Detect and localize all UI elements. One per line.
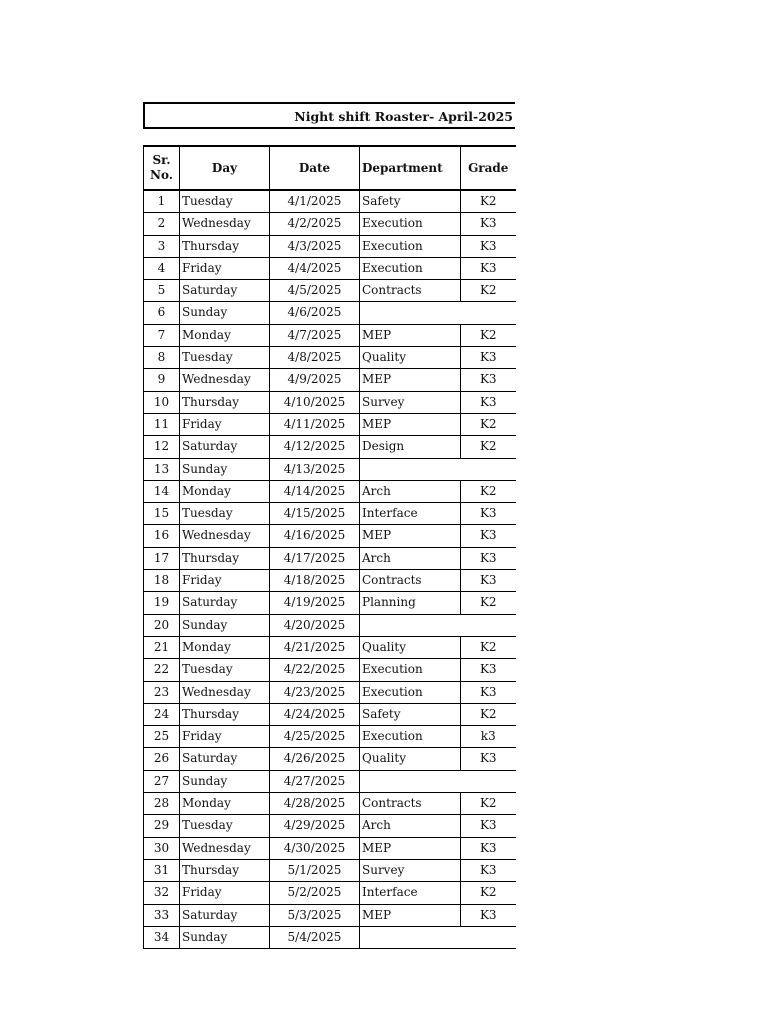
table-row: [144, 302, 516, 324]
grade-cell: K3: [461, 837, 516, 859]
grade-cell: k3: [461, 726, 516, 748]
table-row: [144, 190, 516, 213]
date-cell: 4/29/2025: [270, 815, 360, 837]
department-cell: Quality: [360, 636, 461, 658]
day-cell: Saturday: [180, 436, 270, 458]
date-cell: 5/2/2025: [270, 882, 360, 904]
table-row: [144, 235, 516, 257]
department-cell: Arch: [360, 480, 461, 502]
day-cell: Tuesday: [180, 347, 270, 369]
table-row: [144, 280, 516, 302]
day-cell: Sunday: [180, 926, 270, 948]
table-row: [144, 324, 516, 346]
department-cell: Execution: [360, 726, 461, 748]
table-row: [144, 926, 516, 948]
sr-cell: 13: [144, 458, 180, 480]
day-cell: Saturday: [180, 748, 270, 770]
department-cell: Execution: [360, 681, 461, 703]
sr-cell: 1: [144, 190, 180, 213]
sr-cell: 9: [144, 369, 180, 391]
header-grade: Grade: [461, 146, 516, 190]
header-sr-no: Sr. No.: [144, 146, 180, 190]
grade-cell: K2: [461, 882, 516, 904]
sr-cell: 25: [144, 726, 180, 748]
table-row: [144, 525, 516, 547]
sr-cell: 16: [144, 525, 180, 547]
sr-cell: 11: [144, 413, 180, 435]
day-cell: Monday: [180, 636, 270, 658]
day-cell: Saturday: [180, 904, 270, 926]
table-row: [144, 659, 516, 681]
department-cell: Execution: [360, 213, 461, 235]
grade-cell: K2: [461, 413, 516, 435]
day-cell: Monday: [180, 480, 270, 502]
department-cell: Quality: [360, 347, 461, 369]
grade-cell: K3: [461, 213, 516, 235]
table-row: [144, 436, 516, 458]
department-cell: Interface: [360, 882, 461, 904]
grade-cell: K2: [461, 636, 516, 658]
date-cell: 4/14/2025: [270, 480, 360, 502]
sr-cell: 32: [144, 882, 180, 904]
department-cell: Survey: [360, 859, 461, 881]
roster-table: [143, 145, 516, 949]
sr-cell: 3: [144, 235, 180, 257]
header-row: [144, 146, 516, 190]
grade-cell: K3: [461, 904, 516, 926]
department-cell: Safety: [360, 190, 461, 213]
table-row: [144, 904, 516, 926]
department-cell: Survey: [360, 391, 461, 413]
sr-cell: 30: [144, 837, 180, 859]
date-cell: 4/20/2025: [270, 614, 360, 636]
date-cell: 4/7/2025: [270, 324, 360, 346]
header-department: Department: [360, 146, 461, 190]
header-day: Day: [180, 146, 270, 190]
day-cell: Monday: [180, 793, 270, 815]
table-row: [144, 815, 516, 837]
grade-cell: K3: [461, 257, 516, 279]
table-row: [144, 703, 516, 725]
sr-cell: 26: [144, 748, 180, 770]
table-row: [144, 592, 516, 614]
grade-cell: K3: [461, 815, 516, 837]
grade-cell: K3: [461, 547, 516, 569]
department-cell: MEP: [360, 413, 461, 435]
table-row: [144, 458, 516, 480]
department-cell: MEP: [360, 324, 461, 346]
day-cell: Friday: [180, 413, 270, 435]
grade-cell: K2: [461, 436, 516, 458]
day-cell: Saturday: [180, 280, 270, 302]
date-cell: 4/21/2025: [270, 636, 360, 658]
grade-cell: K2: [461, 190, 516, 213]
date-cell: 4/22/2025: [270, 659, 360, 681]
date-cell: 4/25/2025: [270, 726, 360, 748]
date-cell: 4/10/2025: [270, 391, 360, 413]
sr-cell: 21: [144, 636, 180, 658]
day-cell: Wednesday: [180, 681, 270, 703]
grade-cell: K3: [461, 503, 516, 525]
table-row: [144, 837, 516, 859]
day-cell: Friday: [180, 570, 270, 592]
sr-cell: 28: [144, 793, 180, 815]
grade-cell: [461, 926, 516, 948]
table-row: [144, 614, 516, 636]
grade-cell: K3: [461, 859, 516, 881]
day-cell: Thursday: [180, 859, 270, 881]
header-date: Date: [270, 146, 360, 190]
grade-cell: K3: [461, 347, 516, 369]
sr-cell: 8: [144, 347, 180, 369]
sr-cell: 7: [144, 324, 180, 346]
grade-cell: K2: [461, 324, 516, 346]
department-cell: [360, 302, 461, 324]
sr-cell: 27: [144, 770, 180, 792]
grade-cell: K3: [461, 369, 516, 391]
date-cell: 4/9/2025: [270, 369, 360, 391]
table-row: [144, 882, 516, 904]
sr-cell: 6: [144, 302, 180, 324]
date-cell: 4/13/2025: [270, 458, 360, 480]
roster-body: [144, 190, 516, 949]
date-cell: 4/6/2025: [270, 302, 360, 324]
grade-cell: K3: [461, 235, 516, 257]
date-cell: 4/1/2025: [270, 190, 360, 213]
department-cell: MEP: [360, 525, 461, 547]
day-cell: Sunday: [180, 302, 270, 324]
sr-cell: 34: [144, 926, 180, 948]
day-cell: Sunday: [180, 458, 270, 480]
department-cell: MEP: [360, 837, 461, 859]
table-row: [144, 570, 516, 592]
department-cell: Quality: [360, 748, 461, 770]
grade-cell: K2: [461, 793, 516, 815]
department-cell: Interface: [360, 503, 461, 525]
sr-cell: 2: [144, 213, 180, 235]
sr-cell: 14: [144, 480, 180, 502]
date-cell: 4/2/2025: [270, 213, 360, 235]
day-cell: Saturday: [180, 592, 270, 614]
department-cell: Execution: [360, 235, 461, 257]
table-row: [144, 859, 516, 881]
sr-cell: 4: [144, 257, 180, 279]
day-cell: Friday: [180, 882, 270, 904]
table-row: [144, 391, 516, 413]
date-cell: 5/4/2025: [270, 926, 360, 948]
department-cell: Execution: [360, 257, 461, 279]
day-cell: Thursday: [180, 391, 270, 413]
day-cell: Monday: [180, 324, 270, 346]
date-cell: 4/23/2025: [270, 681, 360, 703]
sr-cell: 10: [144, 391, 180, 413]
date-cell: 4/28/2025: [270, 793, 360, 815]
day-cell: Tuesday: [180, 659, 270, 681]
department-cell: Design: [360, 436, 461, 458]
day-cell: Friday: [180, 726, 270, 748]
department-cell: [360, 614, 461, 636]
sr-cell: 23: [144, 681, 180, 703]
table-row: [144, 681, 516, 703]
date-cell: 4/5/2025: [270, 280, 360, 302]
table-row: [144, 480, 516, 502]
sr-cell: 15: [144, 503, 180, 525]
sr-cell: 12: [144, 436, 180, 458]
table-row: [144, 413, 516, 435]
table-row: [144, 347, 516, 369]
sr-cell: 29: [144, 815, 180, 837]
day-cell: Sunday: [180, 770, 270, 792]
roster-title: Night shift Roaster- April-2025: [294, 109, 513, 124]
department-cell: Contracts: [360, 793, 461, 815]
grade-cell: K3: [461, 391, 516, 413]
table-row: [144, 257, 516, 279]
day-cell: Thursday: [180, 703, 270, 725]
grade-cell: K2: [461, 280, 516, 302]
sr-cell: 18: [144, 570, 180, 592]
day-cell: Wednesday: [180, 369, 270, 391]
day-cell: Tuesday: [180, 503, 270, 525]
grade-cell: K3: [461, 570, 516, 592]
day-cell: Wednesday: [180, 525, 270, 547]
roster-title-box: [143, 102, 515, 129]
date-cell: 4/19/2025: [270, 592, 360, 614]
table-row: [144, 369, 516, 391]
table-row: [144, 748, 516, 770]
day-cell: Tuesday: [180, 815, 270, 837]
grade-cell: [461, 614, 516, 636]
department-cell: Arch: [360, 815, 461, 837]
department-cell: Contracts: [360, 570, 461, 592]
table-row: [144, 636, 516, 658]
sr-cell: 24: [144, 703, 180, 725]
table-row: [144, 503, 516, 525]
department-cell: [360, 926, 461, 948]
table-row: [144, 213, 516, 235]
table-row: [144, 770, 516, 792]
date-cell: 4/15/2025: [270, 503, 360, 525]
department-cell: Contracts: [360, 280, 461, 302]
department-cell: Arch: [360, 547, 461, 569]
date-cell: 4/17/2025: [270, 547, 360, 569]
date-cell: 4/18/2025: [270, 570, 360, 592]
day-cell: Friday: [180, 257, 270, 279]
day-cell: Thursday: [180, 235, 270, 257]
grade-cell: K3: [461, 681, 516, 703]
date-cell: 4/3/2025: [270, 235, 360, 257]
sr-cell: 20: [144, 614, 180, 636]
day-cell: Sunday: [180, 614, 270, 636]
department-cell: MEP: [360, 904, 461, 926]
grade-cell: K2: [461, 592, 516, 614]
sr-cell: 19: [144, 592, 180, 614]
sr-cell: 5: [144, 280, 180, 302]
date-cell: 4/27/2025: [270, 770, 360, 792]
department-cell: Execution: [360, 659, 461, 681]
table-row: [144, 793, 516, 815]
date-cell: 4/11/2025: [270, 413, 360, 435]
department-cell: Planning: [360, 592, 461, 614]
table-row: [144, 547, 516, 569]
department-cell: [360, 458, 461, 480]
sr-cell: 22: [144, 659, 180, 681]
date-cell: 4/12/2025: [270, 436, 360, 458]
date-cell: 4/8/2025: [270, 347, 360, 369]
day-cell: Wednesday: [180, 837, 270, 859]
grade-cell: [461, 458, 516, 480]
department-cell: [360, 770, 461, 792]
grade-cell: K2: [461, 480, 516, 502]
table-row: [144, 726, 516, 748]
grade-cell: K3: [461, 659, 516, 681]
sr-cell: 17: [144, 547, 180, 569]
sr-cell: 33: [144, 904, 180, 926]
grade-cell: [461, 302, 516, 324]
day-cell: Tuesday: [180, 190, 270, 213]
date-cell: 4/16/2025: [270, 525, 360, 547]
grade-cell: K3: [461, 748, 516, 770]
grade-cell: [461, 770, 516, 792]
grade-cell: K3: [461, 525, 516, 547]
date-cell: 5/1/2025: [270, 859, 360, 881]
department-cell: MEP: [360, 369, 461, 391]
date-cell: 4/4/2025: [270, 257, 360, 279]
date-cell: 5/3/2025: [270, 904, 360, 926]
sr-cell: 31: [144, 859, 180, 881]
day-cell: Wednesday: [180, 213, 270, 235]
grade-cell: K2: [461, 703, 516, 725]
date-cell: 4/30/2025: [270, 837, 360, 859]
date-cell: 4/24/2025: [270, 703, 360, 725]
department-cell: Safety: [360, 703, 461, 725]
date-cell: 4/26/2025: [270, 748, 360, 770]
day-cell: Thursday: [180, 547, 270, 569]
